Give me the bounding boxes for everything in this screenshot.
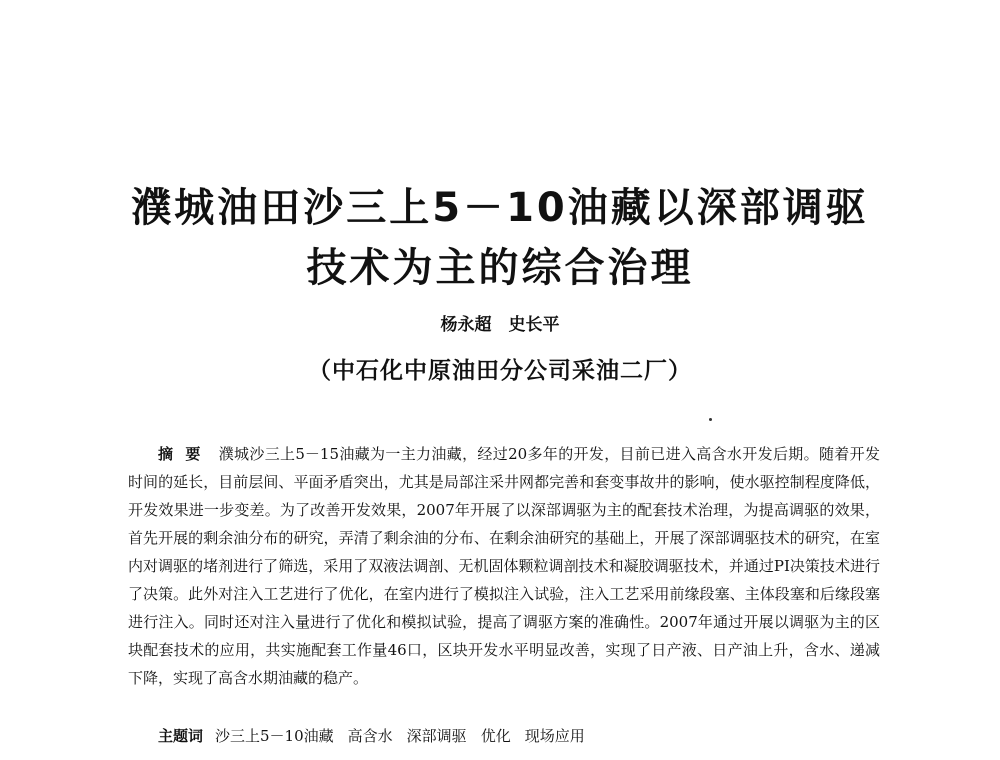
abstract-text: 濮城沙三上5－15油藏为一主力油藏，经过20多年的开发，目前已进入高含水开发后期。随着开发时间的延长，目前层间、平面矛盾突出，尤其是局部注采井网都完善和套变事故井的影响，使水驱控制程度降低，开发效果进一步变差。为了改善开发效果，2007年开展了以深部调驱为主的配套技术治理，为提高调驱的效果，首先开展的剩余油分布的研究，弄清了剩余油的分布、在剩余油研究的基础上，开展了深部调驱技术的研究，在室内对调驱的堵剂进行了筛选，采用了双液法调剖、无机固体颗粒调剖技术和凝胶调驱技术，并通过PI决策技术进行了决策。此外对注入工艺进行了优化，在室内进行了模拟注入试验，注入工艺采用前缘段塞、主体段塞和后缘段塞进行注入。同时还对注入量进行了优化和模拟试验，提高了调驱方案的准确性。2007年通过开展以调驱为主的区块配套技术的应用，共实施配套工作量46口，区块开发水平明显改善，实现了日产液、日产油上升，含水、递减下降，实现了高含水期油藏的稳产。 [128, 445, 880, 687]
keywords-line [128, 722, 880, 750]
keyword-item: 深部调驱 [406, 727, 467, 745]
abstract-label: 摘要 [158, 445, 213, 463]
affiliation: （中石化中原油田分公司采油二厂） [308, 358, 692, 384]
keyword-item: 现场应用 [524, 727, 585, 745]
keywords-label: 主题词 [158, 727, 204, 745]
keyword-item: 优化 [480, 727, 511, 745]
paper-title-line-2: 技术为主的综合治理 [306, 245, 694, 291]
authors: 杨永超 史长平 [440, 315, 560, 335]
stray-mark [709, 418, 712, 421]
keyword-item: 高含水 [347, 727, 393, 745]
keyword-item: 沙三上5－10油藏 [215, 727, 334, 745]
paper-title-line-1: 濮城油田沙三上5－10油藏以深部调驱 [131, 185, 869, 231]
abstract-paragraph [128, 440, 880, 692]
